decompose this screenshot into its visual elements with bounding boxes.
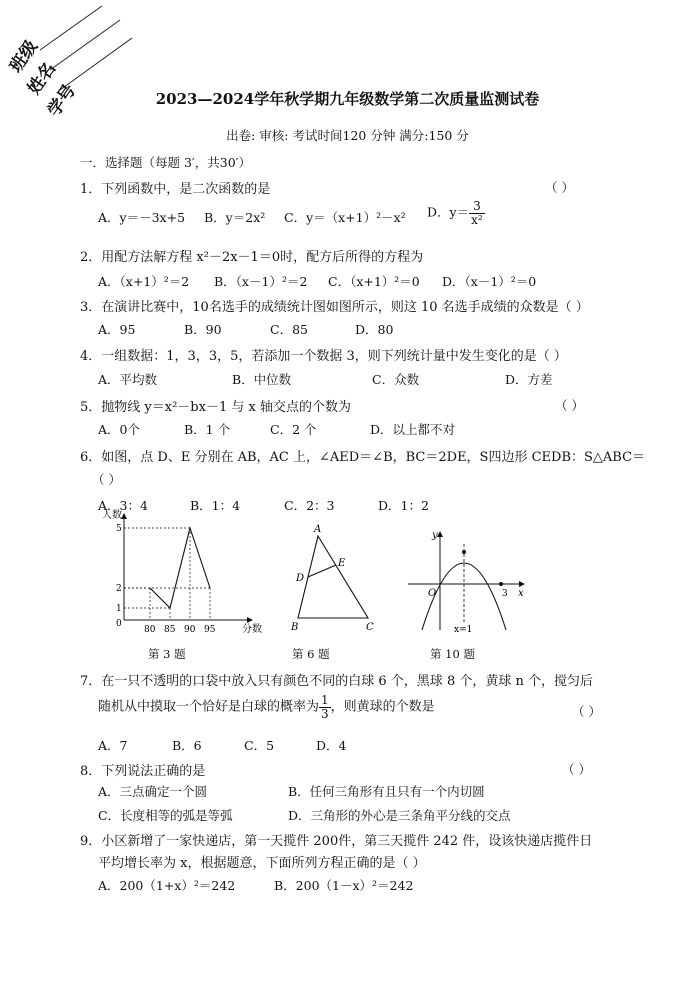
q9-stem-line2: 平均增长率为 x，根据题意，下面所列方程正确的是（ ） <box>98 856 426 871</box>
fig3-xtick-label: 85 <box>164 625 176 635</box>
fig6-triangle-diagram <box>288 520 378 636</box>
q7-option-a: A．7 <box>98 738 128 753</box>
fig3-ytick-label: 1 <box>116 604 122 614</box>
q3-option-b: B．90 <box>184 322 222 337</box>
q5-option-a: A．0个 <box>98 422 140 437</box>
q1-option-d-prefix: D．y＝ <box>427 204 470 220</box>
q9-option-a: A．200（1+x）²＝242 <box>98 878 236 893</box>
fig3-xlabel: 分数 <box>242 624 262 635</box>
q5-stem: 5．抛物线 y＝x²－bx－1 与 x 轴交点的个数为 <box>80 400 351 415</box>
q6-option-a: A．3：4 <box>98 498 148 513</box>
fig6-label-a: A <box>314 524 322 535</box>
q1-option-a: A．y＝－3x+5 <box>98 210 186 225</box>
fig3-caption: 第 3 题 <box>148 647 186 661</box>
q2-option-c: C．（x+1）²＝0 <box>328 274 420 289</box>
fig10-label-y: y <box>432 530 438 541</box>
q6-option-d: D．1：2 <box>378 498 429 513</box>
q2-stem: 2．用配方法解方程 x²－2x－1＝0时，配方后所得的方程为 <box>80 250 424 265</box>
fig3-xtick-label: 90 <box>184 625 196 635</box>
fig3-xtick-label: 80 <box>144 625 156 635</box>
seal-name-label: 姓名 <box>24 59 60 99</box>
q1-stem: 1．下列函数中，是二次函数的是 <box>80 182 271 197</box>
seal-id-label: 学号 <box>44 81 80 121</box>
q3-option-d: D．80 <box>355 322 394 337</box>
fig10-caption: 第 10 题 <box>430 647 475 661</box>
q7-stem-line2 <box>98 694 435 720</box>
fig6-segment-de <box>308 565 336 577</box>
q8-option-d: D．三角形的外心是三条角平分线的交点 <box>288 808 511 823</box>
fig6-label-e: E <box>338 558 346 569</box>
q2-option-a: A．（x+1）²＝2 <box>98 274 190 289</box>
fig10-parabola-diagram <box>402 526 532 636</box>
page-title: 2023—2024学年秋学期九年级数学第二次质量监测试卷 <box>155 90 540 108</box>
q5-option-c: C．2 个 <box>270 422 317 437</box>
fig3-xtick-label: 95 <box>204 625 216 635</box>
q8-option-a: A．三点确定一个圆 <box>98 784 208 799</box>
q1-option-d-denominator: x² <box>471 212 483 227</box>
q1-option-c: C．y＝（x+1）²－x² <box>284 210 406 225</box>
q8-answer-paren: （ ） <box>562 762 591 777</box>
q7-option-d: D．4 <box>316 738 347 753</box>
q5-option-d: D．以上都不对 <box>370 422 456 437</box>
fig3-ytick-label: 5 <box>116 524 122 534</box>
q7-stem-line2-b: ，则黄球的个数是 <box>330 699 435 715</box>
q6-stem: 6．如图，点 D、E 分别在 AB，AC 上，∠AED＝∠B，BC＝2DE，S四边形 CEDB：S△ABC＝ <box>80 450 646 465</box>
fig3-ytick-label: 2 <box>116 584 122 594</box>
q6-answer-paren: （ ） <box>92 472 121 487</box>
q4-option-a: A．平均数 <box>98 372 158 387</box>
q7-option-c: C．5 <box>244 738 275 753</box>
q7-stem-line2-a: 随机从中摸取一个恰好是白球的概率为 <box>98 699 320 715</box>
fig10-label-origin: O <box>428 588 437 599</box>
q3-stem: 3．在演讲比赛中，10名选手的成绩统计图如图所示，则这 10 名选手成绩的众数是（ ） <box>80 300 589 315</box>
seal-class-label: 班级 <box>6 37 42 77</box>
q9-stem-line1: 9．小区新增了一家快递店，第一天揽件 200件，第三天揽件 242 件，设该快递店揽件日 <box>80 834 593 849</box>
q4-option-d: D．方差 <box>505 372 553 387</box>
q3-option-c: C．85 <box>270 322 308 337</box>
q1-option-b: B．y＝2x² <box>204 210 266 225</box>
q3-option-a: A．95 <box>98 322 136 337</box>
q2-option-b: B．（x－1）²＝2 <box>214 274 308 289</box>
q6-option-c: C．2：3 <box>284 498 335 513</box>
section-heading: 一．选择题（每题 3′，共30′） <box>80 155 252 170</box>
q4-option-c: C．众数 <box>372 372 420 387</box>
fig6-caption: 第 6 题 <box>292 647 330 661</box>
q7-option-b: B．6 <box>172 738 202 753</box>
fig10-label-x: x <box>518 588 524 599</box>
fig6-label-d: D <box>296 573 305 584</box>
fig10-root-point <box>499 582 503 586</box>
q1-option-d-numerator: 3 <box>469 200 485 214</box>
q8-option-b: B．任何三角形有且只有一个内切圆 <box>288 784 485 799</box>
q7-stem-line1: 7．在一只不透明的口袋中放入只有颜色不同的白球 6 个，黑球 8 个，黄球 n 个，搅匀后 <box>80 674 593 689</box>
q8-stem: 8．下列说法正确的是 <box>80 764 206 779</box>
q1-option-d <box>427 200 485 226</box>
fig3-ylabel: 人数 <box>102 510 122 521</box>
fig3-series-line <box>150 528 210 608</box>
q4-stem: 4．一组数据：1，3，3，5，若添加一个数据 3，则下列统计量中发生变化的是（ ） <box>80 349 567 364</box>
q6-option-b: B．1：4 <box>190 498 241 513</box>
fig10-vertex-point <box>462 550 466 554</box>
q2-option-d: D．（x－1）²＝0 <box>442 274 537 289</box>
exam-info: 出卷: 审核: 考试时间120 分钟 满分:150 分 <box>226 128 469 143</box>
fig3-origin-label: 0 <box>116 619 122 629</box>
q7-prob-numerator: 1 <box>321 693 329 707</box>
q7-prob-denominator: 3 <box>321 706 329 721</box>
q1-answer-paren: （ ） <box>545 180 574 195</box>
q5-answer-paren: （ ） <box>555 398 584 413</box>
q5-option-b: B．1 个 <box>184 422 231 437</box>
q4-option-b: B．中位数 <box>232 372 292 387</box>
q7-answer-paren: （ ） <box>572 704 601 719</box>
q8-option-c: C．长度相等的弧是等弧 <box>98 808 233 823</box>
fig10-label-three: 3 <box>502 589 508 599</box>
fig3-line-chart <box>100 508 280 636</box>
fig10-label-axis: x=1 <box>454 625 473 635</box>
fig6-label-c: C <box>366 622 374 633</box>
q9-option-b: B．200（1－x）²＝242 <box>274 878 414 893</box>
fig6-label-b: B <box>291 622 299 633</box>
